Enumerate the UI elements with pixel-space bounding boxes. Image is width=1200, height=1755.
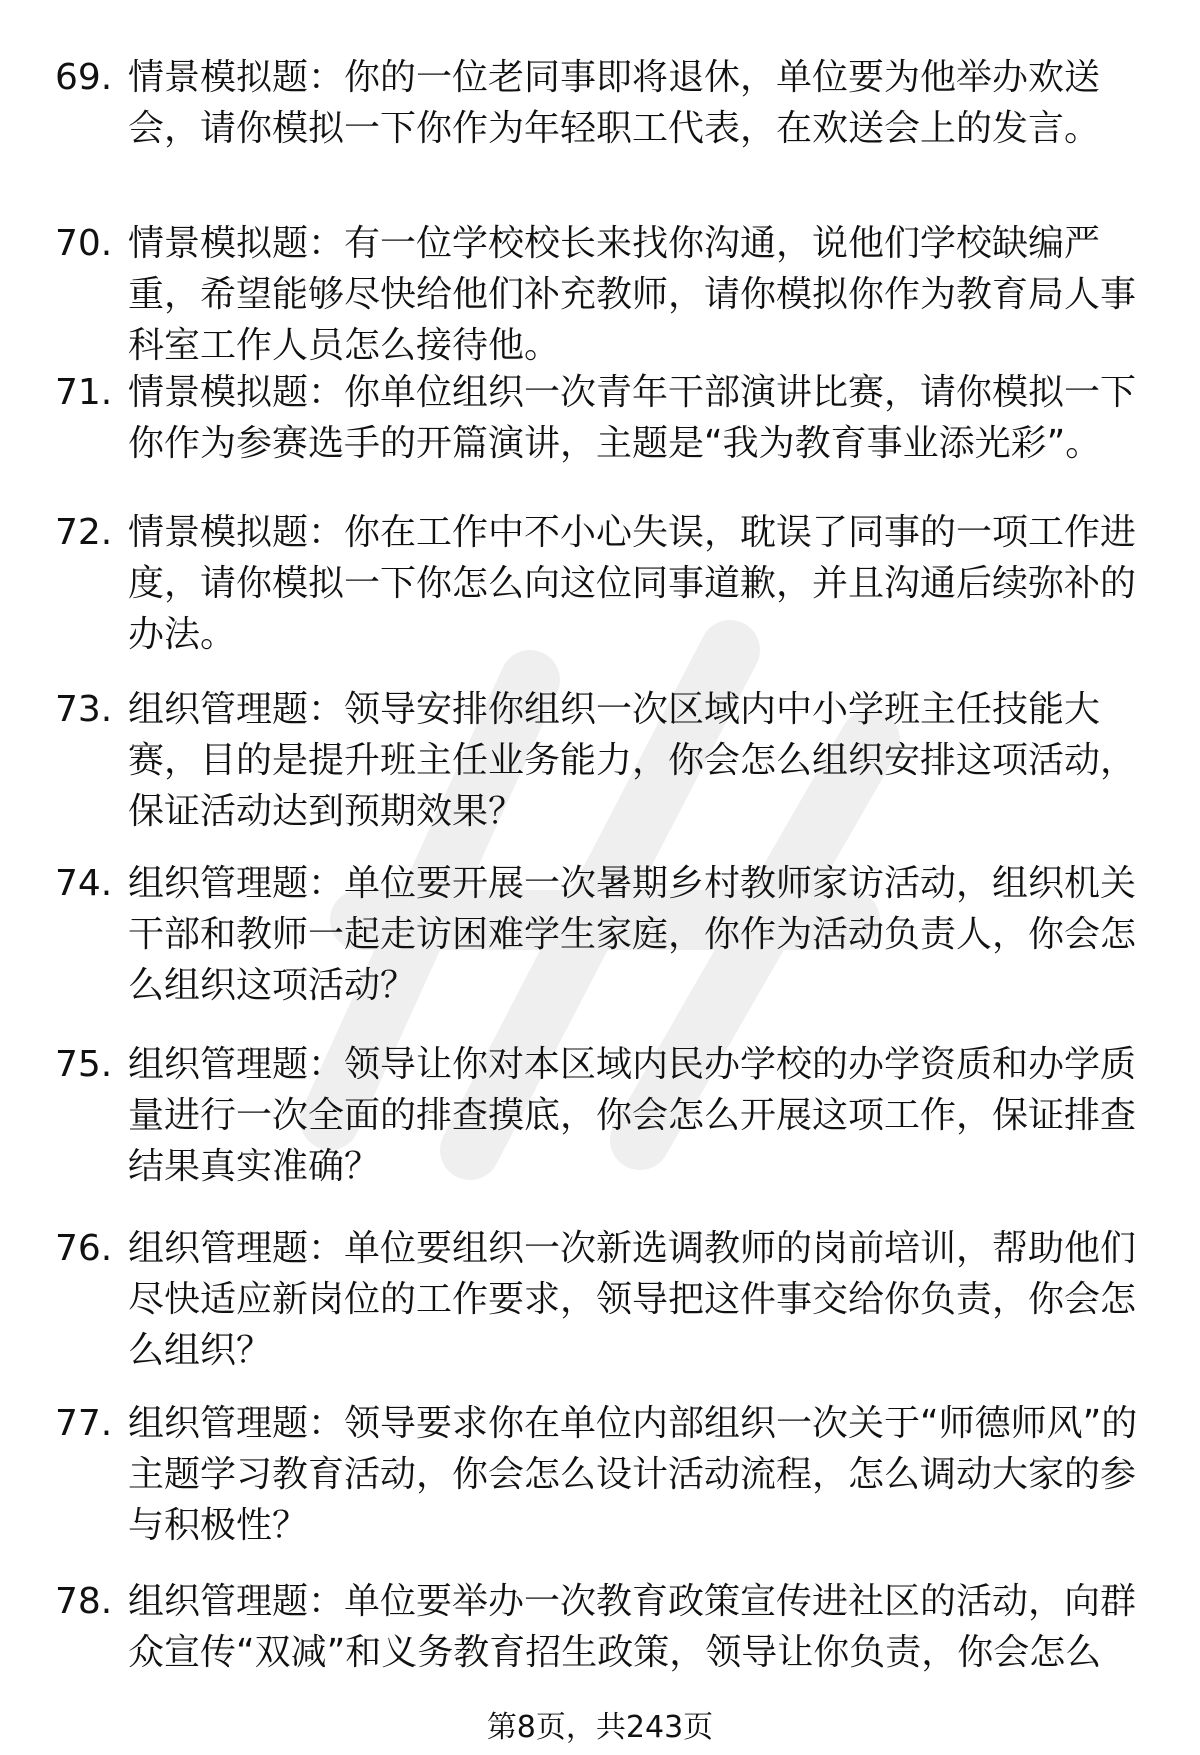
question-number: 73. [55,689,113,730]
question-text: 组织管理题：领导安排你组织一次区域内中小学班主任技能大赛，目的是提升班主任业务能力，你会怎么组织安排这项活动，保证活动达到预期效果？ [128,689,1137,832]
question-text: 组织管理题：单位要组织一次新选调教师的岗前培训，帮助他们尽快适应新岗位的工作要求，领导把这件事交给你负责，你会怎么组织？ [128,1228,1137,1371]
question-item-78 [55,1576,1155,1678]
question-number: 78. [55,1581,113,1622]
question-text: 情景模拟题：你单位组织一次青年干部演讲比赛，请你模拟一下你作为参赛选手的开篇演讲，主题是“我为教育事业添光彩”。 [128,372,1137,464]
question-item-75 [55,1039,1155,1192]
question-text: 组织管理题：单位要开展一次暑期乡村教师家访活动，组织机关干部和教师一起走访困难学生家庭，你作为活动负责人，你会怎么组织这项活动？ [128,863,1137,1006]
question-text: 情景模拟题：你在工作中不小心失误，耽误了同事的一项工作进度，请你模拟一下你怎么向这位同事道歉，并且沟通后续弥补的办法。 [128,512,1137,655]
question-item-73 [55,684,1155,837]
question-item-74 [55,858,1155,1011]
question-item-69 [55,52,1155,154]
question-number: 75. [55,1044,113,1085]
question-number: 71. [55,372,113,413]
question-number: 77. [55,1403,113,1444]
question-item-71 [55,367,1155,469]
question-text: 组织管理题：领导让你对本区域内民办学校的办学资质和办学质量进行一次全面的排查摸底，你会怎么开展这项工作，保证排查结果真实准确？ [128,1044,1137,1187]
question-text: 情景模拟题：有一位学校校长来找你沟通，说他们学校缺编严重，希望能够尽快给他们补充教师，请你模拟你作为教育局人事科室工作人员怎么接待他。 [128,223,1137,366]
question-number: 72. [55,512,113,553]
question-text: 组织管理题：单位要举办一次教育政策宣传进社区的活动，向群众宣传“双减”和义务教育招生政策，领导让你负责，你会怎么 [128,1581,1137,1673]
question-item-77 [55,1398,1155,1551]
question-number: 69. [55,57,113,98]
question-text: 情景模拟题：你的一位老同事即将退休，单位要为他举办欢送会，请你模拟一下你作为年轻职工代表，在欢送会上的发言。 [128,57,1101,149]
question-item-76 [55,1223,1155,1376]
question-item-72 [55,507,1155,660]
question-text: 组织管理题：领导要求你在单位内部组织一次关于“师德师风”的主题学习教育活动，你会怎么设计活动流程，怎么调动大家的参与积极性？ [128,1403,1138,1546]
question-item-70 [55,218,1155,371]
page-footer: 第8页，共243页 [486,1710,714,1745]
question-number: 70. [55,223,113,264]
question-number: 74. [55,863,113,904]
question-number: 76. [55,1228,113,1269]
